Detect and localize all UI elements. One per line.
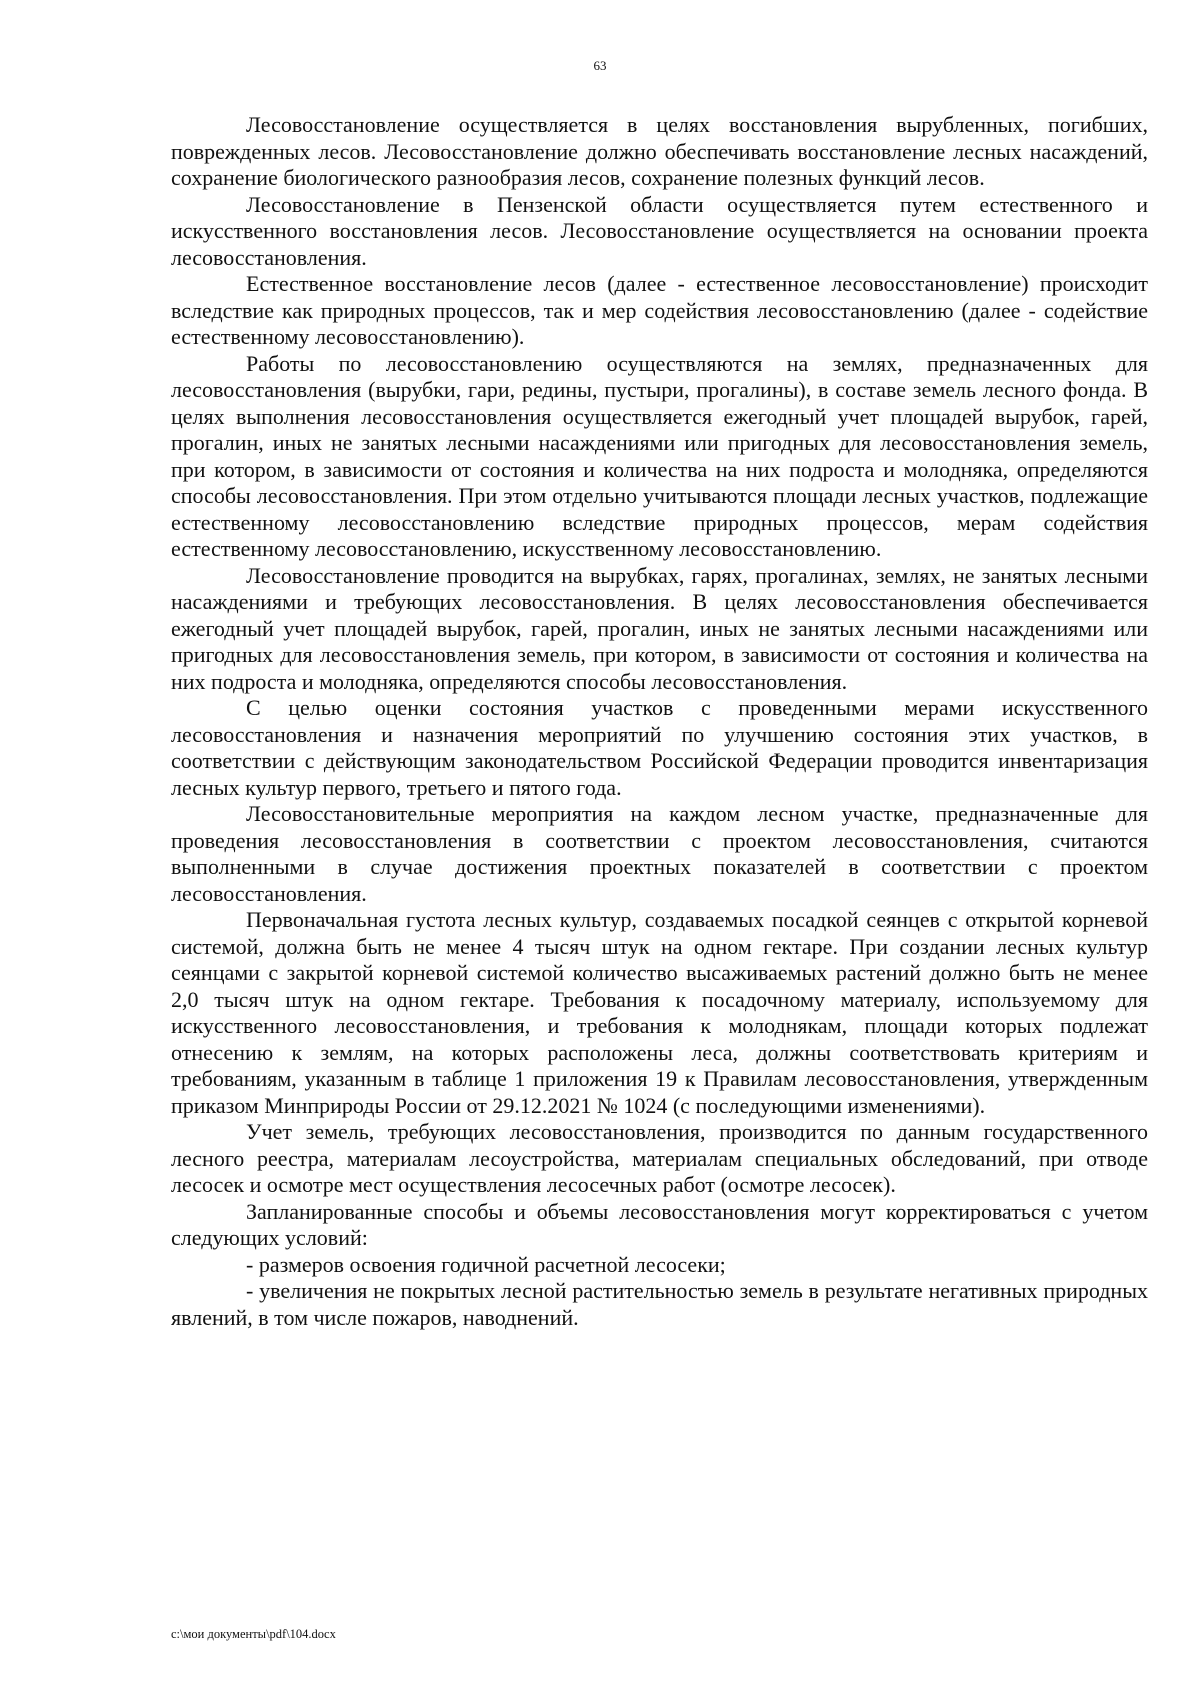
document-body: [171, 112, 1148, 1331]
footer-file-path: c:\мои документы\pdf\104.docx: [171, 1627, 336, 1641]
paragraph: С целью оценки состояния участков с проведенными мерами искусственного лесовосстановления и назначения мероприятий по улучшению состояния этих участков, в соответствии с действующим законодательством Российской Федерации проводится инвентаризация лесных культур первого, третьего и пятого года.: [171, 695, 1148, 800]
paragraph: Учет земель, требующих лесовосстановления, производится по данным государственного лесного реестра, материалам лесоустройства, материалам специальных обследований, при отводе лесосек и осмотре мест осуществления лесосечных работ (осмотре лесосек).: [171, 1119, 1148, 1197]
list-item: - размеров освоения годичной расчетной лесосеки;: [246, 1251, 726, 1277]
paragraph: Лесовосстановление в Пензенской области осуществляется путем естественного и искусственного восстановления лесов. Лесовосстановление осуществляется на основании проекта лесовосстановления.: [171, 191, 1148, 270]
paragraph: Работы по лесовосстановлению осуществляются на землях, предназначенных для лесовосстановления (вырубки, гари, редины, пустыри, прогалины), в составе земель лесного фонда. В целях выполнения лесовосстановления осуществляется ежегодный учет площадей вырубок, гарей, прогалин, иных не занятых лесными насаждениями или пригодных для лесовосстановления земель, при котором, в зависимости от состояния и количества на них подроста и молодняка, определяются способы лесовосстановления. При этом отдельно учитываются площади лесных участков, подлежащие естественному лесовосстановлению вследствие природных процессов, мерам содействия естественному лесовосстановлению, искусственному лесовосстановлению.: [171, 350, 1148, 561]
paragraph: Лесовосстановление осуществляется в целях восстановления вырубленных, погибших, поврежденных лесов. Лесовосстановление должно обеспечивать восстановление лесных насаждений, сохранение биологического разнообразия лесов, сохранение полезных функций лесов.: [171, 112, 1148, 190]
paragraph: Первоначальная густота лесных культур, создаваемых посадкой сеянцев с открытой корневой системой, должна быть не менее 4 тысяч штук на одном гектаре. При создании лесных культур сеянцами с закрытой корневой системой количество высаживаемых растений должно быть не менее 2,0 тысяч штук на одном гектаре. Требования к посадочному материалу, используемому для искусственного лесовосстановления, и требования к молоднякам, площади которых подлежат отнесению к землям, на которых расположены леса, должны соответствовать критериям и требованиям, указанным в таблице 1 приложения 19 к Правилам лесовосстановления, утвержденным приказом Минприроды России от 29.12.2021 № 1024 (с последующими изменениями).: [171, 907, 1148, 1118]
paragraph: Лесовосстановление проводится на вырубках, гарях, прогалинах, землях, не занятых лесными насаждениями и требующих лесовосстановления. В целях лесовосстановления обеспечивается ежегодный учет площадей вырубок, гарей, прогалин, иных не занятых лесными насаждениями или пригодных для лесовосстановления земель, при котором, в зависимости от состояния и количества на них подроста и молодняка, определяются способы лесовосстановления.: [171, 562, 1148, 694]
list-item: - увеличения не покрытых лесной растительностью земель в результате негативных природных явлений, в том числе пожаров, наводнений.: [171, 1278, 1148, 1330]
paragraph: Естественное восстановление лесов (далее - естественное лесовосстановление) происходит вследствие как природных процессов, так и мер содействия лесовосстановлению (далее - содействие естественному лесовосстановлению).: [171, 271, 1148, 349]
paragraph: Лесовосстановительные мероприятия на каждом лесном участке, предназначенные для проведения лесовосстановления в соответствии с проектом лесовосстановления, считаются выполненными в случае достижения проектных показателей в соответствии с проектом лесовосстановления.: [171, 801, 1148, 906]
page-number: 63: [593, 58, 607, 73]
paragraph: Запланированные способы и объемы лесовосстановления могут корректироваться с учетом следующих условий:: [171, 1198, 1148, 1250]
